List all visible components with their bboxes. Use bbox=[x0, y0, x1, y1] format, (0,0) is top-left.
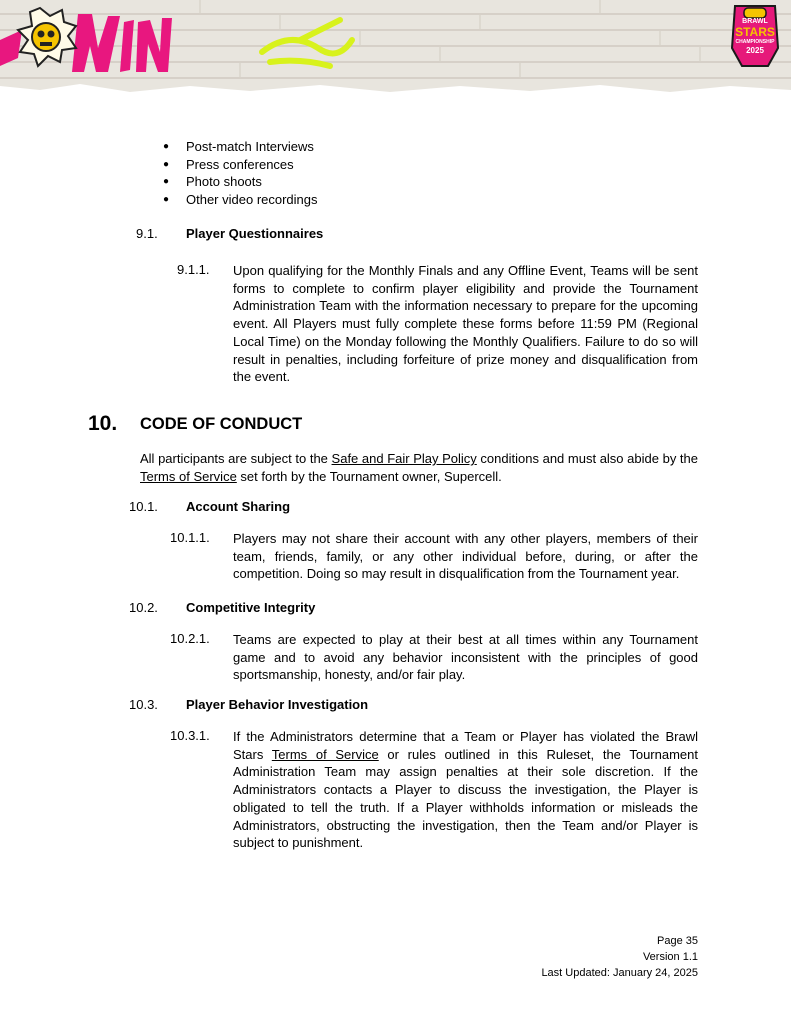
section-number: 10.3. bbox=[129, 697, 158, 712]
intro-text: All participants are subject to the bbox=[140, 451, 332, 466]
last-updated: Last Updated: January 24, 2025 bbox=[541, 967, 698, 979]
subsection-number: 10.1.1. bbox=[170, 530, 210, 545]
subsection-text: Upon qualifying for the Monthly Finals and any Offline Event, Teams will be sent forms to complete to confirm player eligibility and provide the Tournament Administration Team with the information necessary to prepare for the upcoming event. All Players must fully complete these forms before 11:59 PM (Regional Local Time) on the Monday following the Monthly Qualifiers. Failure to do so will result in penalties, including forfeiture of prize money and disqualification from the event. bbox=[233, 263, 698, 385]
section-number: 10.2. bbox=[129, 600, 158, 615]
intro-text: conditions and must also abide by the bbox=[476, 451, 699, 466]
bullet-list bbox=[163, 138, 318, 209]
list-item: ● Photo shoots bbox=[163, 173, 318, 191]
subsection-number: 10.2.1. bbox=[170, 631, 210, 646]
logo-line-4: 2025 bbox=[746, 46, 764, 55]
safe-fair-play-link[interactable]: Safe and Fair Play Policy bbox=[331, 451, 477, 466]
terms-of-service-link[interactable]: Terms of Service bbox=[140, 468, 237, 484]
subsection-text: Players may not share their account with any other players, members of their team, friends, family, or any other individual before, during, or after the competition. Doing so may result in disqualification from the Tournament year. bbox=[233, 531, 698, 582]
page-footer bbox=[541, 933, 698, 981]
chapter-number: 10. bbox=[88, 412, 118, 435]
section-title: Account Sharing bbox=[186, 499, 291, 514]
logo-line-2: STARS bbox=[735, 25, 775, 39]
subsection-number: 10.3.1. bbox=[170, 728, 210, 743]
list-item: ● Post-match Interviews bbox=[163, 138, 318, 156]
paragraph-text: If the Administrators determine that a Team or Player has violated the Brawl Stars bbox=[233, 729, 698, 762]
subsection-text: Teams are expected to play at their best at all times within any Tournament game and to avoid any behavior inconsistent with the principles of good sportsmanship, honesty, and/or fair play. bbox=[233, 632, 698, 683]
section-number: 9.1. bbox=[136, 226, 158, 241]
list-item: ● Press conferences bbox=[163, 156, 318, 174]
logo-line-1: BRAWL bbox=[742, 18, 768, 25]
intro-text: set forth by the Tournament owner, Supercell. bbox=[236, 468, 502, 484]
section-number: 10.1. bbox=[129, 499, 158, 514]
subsection-number: 9.1.1. bbox=[177, 262, 210, 277]
chapter-intro bbox=[140, 450, 698, 485]
paragraph-text: or rules outlined in this Ruleset, the Tournament Administration Team may assign penalties at their sole discretion. If the Administrators contacts a Player to discuss the investigation, the Player is obligated to tell the truth. If a Player withholds information or misleads the Administrators, obstructing the investigation, then the Team and/or Player is subject to punishment. bbox=[233, 746, 699, 851]
logo-line-3: CHAMPIONSHIP bbox=[735, 39, 775, 45]
list-item: ● Other video recordings bbox=[163, 191, 318, 209]
chapter-title: CODE OF CONDUCT bbox=[140, 415, 303, 433]
subsection-text bbox=[233, 728, 698, 852]
page-number: Page 35 bbox=[657, 935, 698, 947]
version-label: Version 1.1 bbox=[642, 951, 698, 963]
section-title: Player Questionnaires bbox=[186, 226, 324, 241]
terms-of-service-link[interactable]: Terms of Service bbox=[271, 746, 379, 762]
section-title: Player Behavior Investigation bbox=[186, 697, 369, 712]
section-title: Competitive Integrity bbox=[186, 600, 316, 615]
